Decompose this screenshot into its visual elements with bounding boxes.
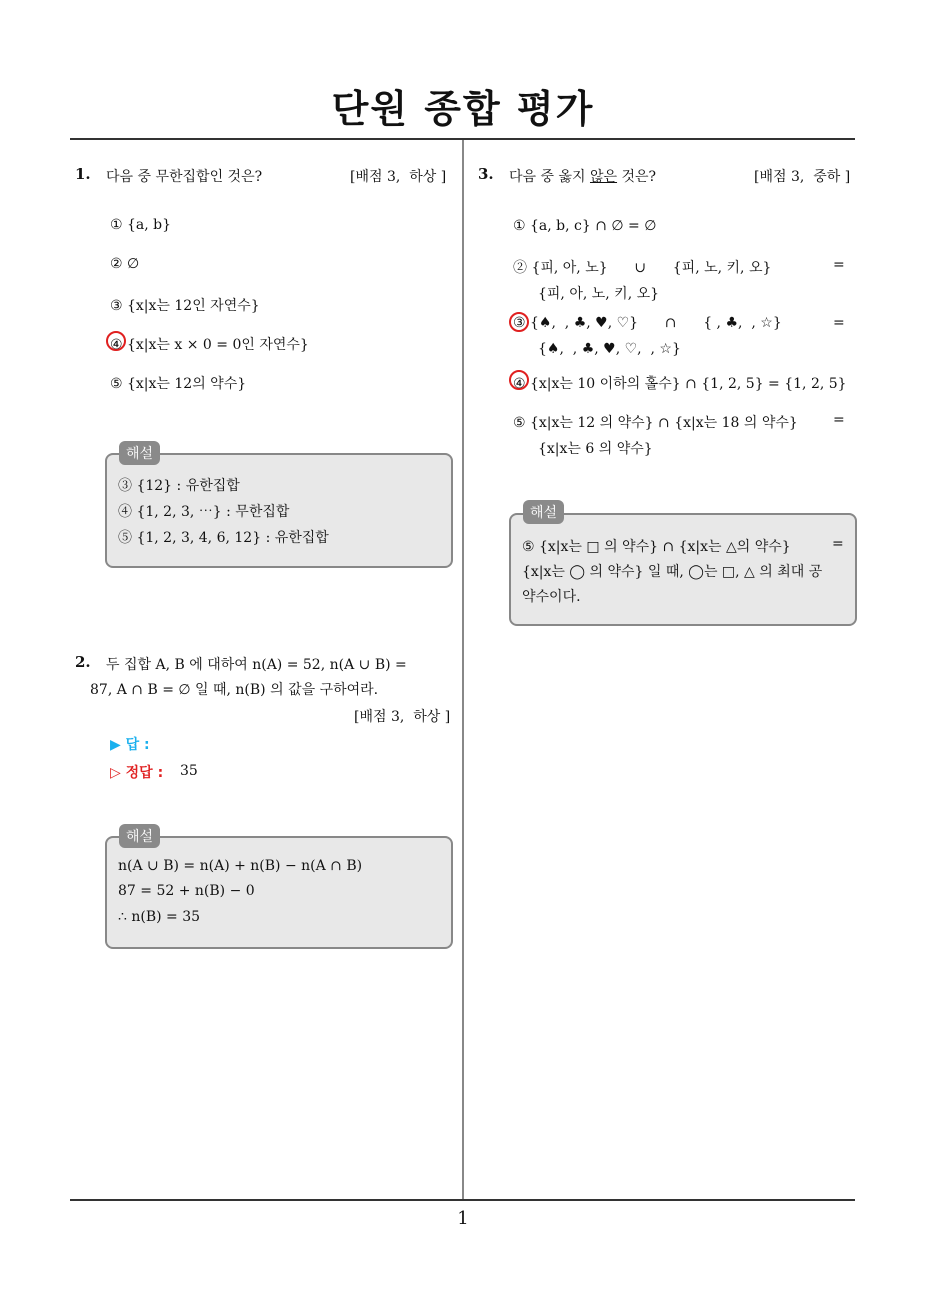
bottom-rule — [70, 1199, 855, 1201]
score-label: [배점 3, 중하 ] — [754, 169, 851, 185]
explanation-tag: 해설 — [119, 441, 160, 465]
column-divider — [462, 140, 464, 1200]
explanation-line: 87 = 52 + n(B) − 0 — [118, 883, 255, 899]
score-label: [배점 3, 하상 ] — [354, 709, 451, 725]
explanation-line: ∴ n(B) = 35 — [118, 909, 201, 925]
explanation-line: ⑤ {x|x는 □ 의 약수} ∩ {x|x는 △의 약수} — [522, 539, 791, 555]
question-number: 3. — [478, 165, 494, 183]
question-number: 2. — [75, 653, 91, 671]
choice-2-cont: {피, 아, 노, 키, 오} — [538, 286, 660, 302]
question-number: 1. — [75, 165, 91, 183]
explanation-tag: 해설 — [119, 824, 160, 848]
page-title: 단원 종합 평가 — [331, 87, 595, 131]
explanation-line: n(A ∪ B) = n(A) + n(B) − n(A ∩ B) — [118, 858, 363, 874]
explanation-line: ③ {12} : 유한집합 — [118, 478, 240, 494]
correct-answer-label: ▷ 정답 : — [110, 765, 164, 781]
answer-input-label[interactable]: ▶ 답 : — [110, 737, 150, 753]
choice-1[interactable]: ① {a, b} — [110, 217, 172, 233]
explanation-line: 약수이다. — [522, 589, 581, 605]
choice-4[interactable]: ④ {x|x는 x × 0 = 0인 자연수} — [110, 337, 309, 353]
choice-5-cont: {x|x는 6 의 약수} — [538, 441, 653, 457]
choice-3-cont: {♠, , ♣, ♥, ♡, , ☆} — [538, 341, 681, 357]
explanation-line: {x|x는 ◯ 의 약수} 일 때, ◯는 □, △ 의 최대 공 — [522, 564, 823, 580]
score-label: [배점 3, 하상 ] — [350, 169, 447, 185]
choice-2-equals: = — [833, 257, 845, 273]
explanation-equals: = — [832, 536, 844, 552]
question-text: 다음 중 옳지 않은 것은? — [509, 169, 657, 185]
choice-5[interactable]: ⑤ {x|x는 12의 약수} — [110, 376, 247, 392]
explanation-line: ④ {1, 2, 3, ⋯} : 무한집합 — [118, 504, 290, 520]
explanation-tag: 해설 — [523, 500, 564, 524]
choice-5-equals: = — [833, 412, 845, 428]
choice-4[interactable]: ④ {x|x는 10 이하의 홀수} ∩ {1, 2, 5} = {1, 2, 5} — [513, 376, 847, 392]
choice-1[interactable]: ① {a, b, c} ∩ ∅ = ∅ — [513, 218, 657, 234]
correct-answer-value: 35 — [180, 763, 198, 779]
choice-3[interactable]: ③ {x|x는 12인 자연수} — [110, 298, 260, 314]
choice-3[interactable]: ③ {♠, , ♣, ♥, ♡} ∩ { , ♣, , ☆} — [513, 315, 782, 331]
explanation-line: ⑤ {1, 2, 3, 4, 6, 12} : 유한집합 — [118, 530, 329, 546]
question-text: 두 집합 A, B 에 대하여 n(A) = 52, n(A ∪ B) = — [106, 657, 407, 673]
question-text: 87, A ∩ B = ∅ 일 때, n(B) 의 값을 구하여라. — [90, 682, 379, 698]
choice-3-equals: = — [833, 315, 845, 331]
question-text: 다음 중 무한집합인 것은? — [106, 169, 263, 185]
choice-2[interactable]: ② {피, 아, 노} ∪ {피, 노, 키, 오} — [513, 260, 772, 276]
page-number: 1 — [457, 1208, 469, 1229]
choice-5[interactable]: ⑤ {x|x는 12 의 약수} ∩ {x|x는 18 의 약수} — [513, 415, 798, 431]
choice-2[interactable]: ② ∅ — [110, 256, 140, 272]
